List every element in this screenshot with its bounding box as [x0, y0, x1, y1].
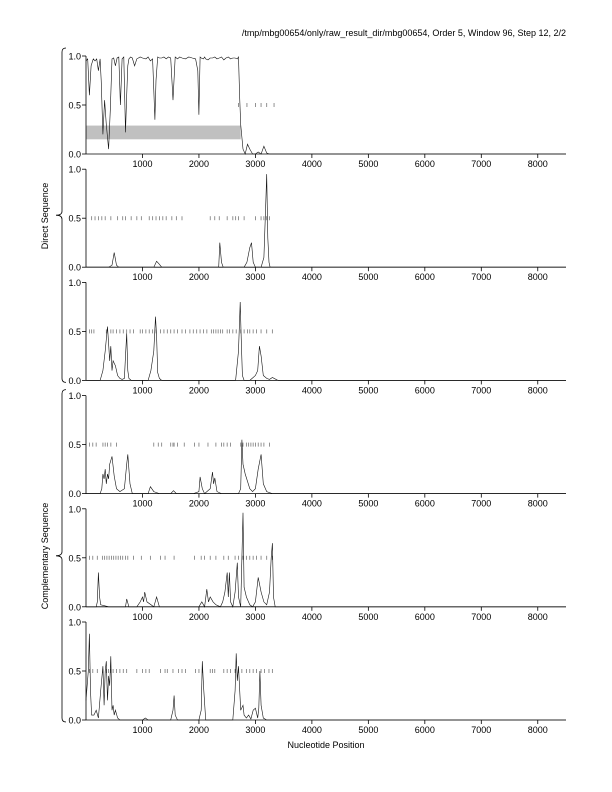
panel-6	[68, 618, 566, 736]
y-tick-label: 0.0	[68, 489, 81, 500]
x-tick-label: 3000	[245, 159, 266, 169]
series-line	[86, 513, 566, 607]
group-label-complementary: Complementary Sequence	[40, 502, 50, 610]
panel-stack	[68, 52, 566, 736]
y-tick-label: 1.0	[68, 617, 81, 628]
x-tick-label: 6000	[414, 272, 435, 283]
group-label-direct: Direct Sequence	[40, 182, 50, 250]
y-tick-label: 0.5	[68, 553, 81, 564]
x-tick-label: 6000	[414, 159, 435, 169]
y-tick-label: 1.0	[68, 277, 81, 288]
x-tick-label: 3000	[245, 725, 266, 735]
x-tick-label: 7000	[471, 385, 492, 396]
x-tick-label: 4000	[301, 272, 322, 283]
x-tick-label: 1000	[132, 385, 153, 396]
panel-3	[68, 278, 566, 396]
x-tick-label: 4000	[301, 725, 322, 735]
y-tick-label: 0.0	[68, 149, 81, 160]
x-tick-label: 1000	[132, 611, 153, 622]
y-tick-label: 1.0	[68, 164, 81, 175]
x-tick-label: 4000	[301, 159, 322, 169]
x-tick-label: 1000	[132, 498, 153, 509]
series-line	[86, 174, 566, 267]
x-tick-label: 7000	[471, 159, 492, 169]
x-tick-label: 6000	[414, 611, 435, 622]
x-tick-label: 5000	[358, 159, 379, 169]
x-axis-label: Nucleotide Position	[287, 740, 365, 750]
y-tick-label: 0.0	[68, 262, 81, 273]
x-tick-label: 3000	[245, 498, 266, 509]
figure-title: /tmp/mbg00654/only/raw_result_dir/mbg00654, Order 5, Window 96, Step 12, 2/2	[241, 28, 566, 38]
x-tick-label: 2000	[188, 159, 209, 169]
x-tick-label: 3000	[245, 611, 266, 622]
y-tick-label: 0.5	[68, 666, 81, 677]
x-tick-label: 2000	[188, 498, 209, 509]
y-tick-label: 0.5	[68, 440, 81, 451]
x-tick-label: 5000	[358, 725, 379, 735]
series-line	[86, 302, 566, 380]
x-tick-label: 1000	[132, 272, 153, 283]
group-bracket	[56, 390, 66, 722]
x-tick-label: 8000	[527, 385, 548, 396]
y-tick-label: 1.0	[68, 51, 81, 62]
x-tick-label: 7000	[471, 272, 492, 283]
x-tick-label: 8000	[527, 725, 548, 735]
x-tick-label: 5000	[358, 385, 379, 396]
x-tick-label: 3000	[245, 272, 266, 283]
group-bracket	[56, 48, 66, 382]
x-tick-label: 2000	[188, 725, 209, 735]
series-line	[86, 634, 566, 720]
group-brackets	[56, 48, 66, 722]
x-tick-label: 2000	[188, 385, 209, 396]
y-tick-label: 0.0	[68, 715, 81, 726]
panel-1	[68, 52, 566, 170]
panel-5	[68, 504, 566, 622]
series-line	[86, 440, 566, 494]
x-tick-label: 5000	[358, 272, 379, 283]
y-tick-label: 0.5	[68, 326, 81, 337]
x-tick-label: 3000	[245, 385, 266, 396]
y-tick-label: 0.0	[68, 602, 81, 613]
panel-2	[68, 165, 566, 283]
x-tick-label: 1000	[132, 725, 153, 735]
x-tick-label: 1000	[132, 159, 153, 169]
y-tick-label: 0.5	[68, 213, 81, 224]
x-tick-label: 6000	[414, 385, 435, 396]
x-tick-label: 7000	[471, 725, 492, 735]
y-tick-label: 0.0	[68, 375, 81, 386]
x-tick-label: 5000	[358, 498, 379, 509]
panel-4	[68, 391, 566, 509]
x-tick-label: 7000	[471, 611, 492, 622]
x-tick-label: 6000	[414, 498, 435, 509]
series-line	[86, 57, 566, 154]
y-tick-label: 1.0	[68, 504, 81, 515]
x-tick-label: 5000	[358, 611, 379, 622]
x-tick-label: 8000	[527, 159, 548, 169]
x-tick-label: 2000	[188, 611, 209, 622]
x-tick-label: 6000	[414, 725, 435, 735]
x-tick-label: 7000	[471, 498, 492, 509]
y-tick-label: 0.5	[68, 100, 81, 111]
x-tick-label: 8000	[527, 272, 548, 283]
x-tick-label: 4000	[301, 498, 322, 509]
x-tick-label: 2000	[188, 272, 209, 283]
x-tick-label: 4000	[301, 611, 322, 622]
x-tick-label: 8000	[527, 611, 548, 622]
x-tick-label: 8000	[527, 498, 548, 509]
x-tick-label: 4000	[301, 385, 322, 396]
y-tick-label: 1.0	[68, 391, 81, 402]
